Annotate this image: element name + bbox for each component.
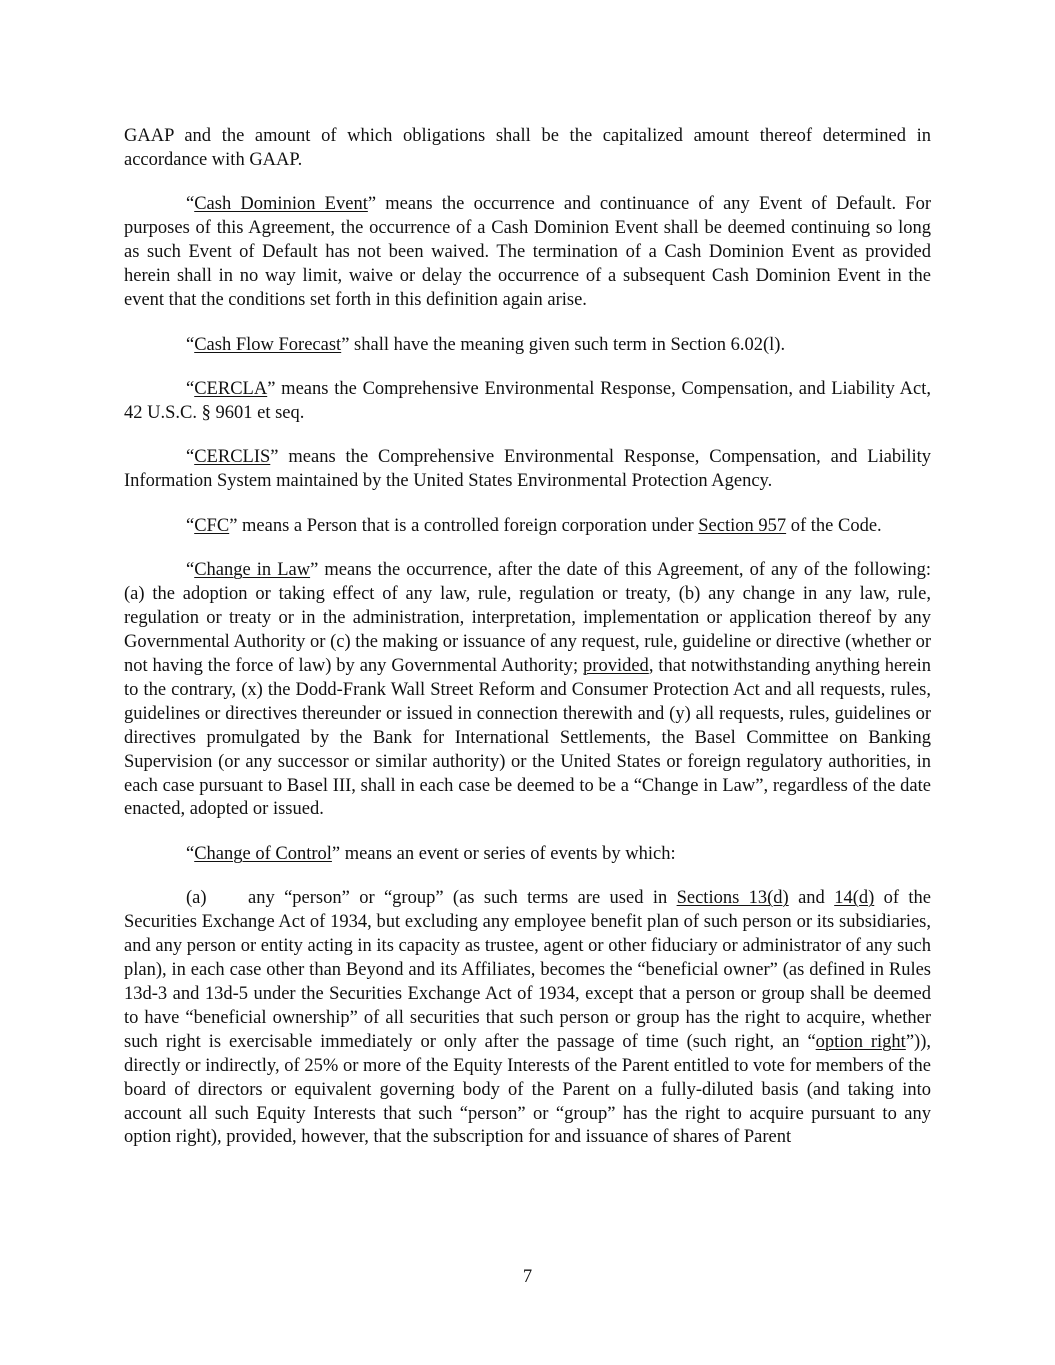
clause-a [124, 887, 931, 1150]
definition-text: means a Person that is a controlled foreign corporation under [237, 515, 699, 536]
paragraph-gaap-continuation: GAAP and the amount of which obligations shall be the capitalized amount thereof determined in accordance with GAAP. [124, 126, 931, 170]
definition-cercla: “CERCLA” means the Comprehensive Environmental Response, Compensation, and Liability Act, 42 U.S.C. § 9601 et seq. [124, 379, 931, 423]
definition-text: means an event or series of events by which: [340, 843, 676, 864]
definition-cfc: “CFC” means a Person that is a controlled foreign corporation under Section 957 of the Code. [186, 515, 882, 536]
definition-change-in-law: “Change in Law” means the occurrence, after the date of this Agreement, of any of the following: (a) the adoption or taking effect of any law, rule, regulation or treaty, (b) any change in any law, rule, regulation or treaty or in the administration, interpretation, implementation or application thereof by any Governmental Authority or (c) the making or issuance of any request, rule, guideline or directive (whether or not having the force of law) by any Governmental Authority; provided, that notwithstanding anything herein to the contrary, (x) the Dodd-Frank Wall Street Reform and Consumer Protection Act and all requests, rules, guidelines or directives thereunder or issued in connection therewith and (y) all requests, rules, guidelines or directives promulgated by the Bank for International Settlements, the Basel Committee on Banking Supervision (or any successor or similar authority) or the United States or foreign regulatory authorities, in each case pursuant to Basel III, shall in each case be deemed to be a “Change in Law”, regardless of the date enacted, adopted or issued. [124, 560, 931, 820]
definition-cash-dominion-event: “Cash Dominion Event” means the occurrence and continuance of any Event of Default. For purposes of this Agreement, the occurrence of a Cash Dominion Event shall be deemed continuing so long as such Event of Default has not been waived. The termination of a Cash Dominion Event as provided herein shall in no way limit, waive or delay the occurrence of a subsequent Cash Dominion Event in the event that the conditions set forth in this definition again arise. [124, 194, 931, 311]
clause-text: and [788, 888, 835, 909]
definition-text: means the occurrence and continuance of any Event of Default. For purposes of this Agreement, the occurrence of a Cash Dominion Event shall be deemed continuing so long as such Event of Default has not been waived. The termination of a Cash Dominion Event as provided herein shall in no way limit, waive or delay the occurrence of a subsequent Cash Dominion Event in the event that the conditions set forth in this definition again arise. [124, 194, 931, 311]
section-reference: Sections 13(d) [676, 888, 789, 909]
section-reference: Section 957 [698, 515, 787, 536]
defined-term: Change in Law [194, 560, 311, 581]
clause-text: of the Securities Exchange Act of 1934, but excluding any employee benefit plan of such person or its subsidiaries, and any person or entity acting in its capacity as trustee, agent or other fiduciary or administrator of any such plan), in each case other than Beyond and its Affiliates, becomes the “beneficial owner” (as defined in Rules 13d-3 and 13d-5 under the Securities Exchange Act of 1934, except that a person or group shall be deemed to have “beneficial ownership” of all securities that such person or group has the right to acquire, whether such right is exercisable immediately or only after the passage of time (such right, an “ [124, 888, 932, 1052]
section-reference: 14(d) [834, 888, 875, 909]
definition-text: of the Code. [786, 515, 882, 536]
definition-change-of-control: “Change of Control” means an event or series of events by which: [186, 843, 676, 864]
defined-term: Change of Control [194, 843, 332, 864]
defined-term: option right [815, 1031, 906, 1052]
definition-text: shall have the meaning given such term in Section 6.02(l). [349, 334, 786, 355]
clause-label: (a) [186, 888, 207, 909]
definition-text: means the Comprehensive Environmental Response, Compensation, and Liability Information System maintained by the United States Environmental Protection Agency. [124, 447, 931, 492]
definition-cerclis: “CERCLIS” means the Comprehensive Environmental Response, Compensation, and Liability Information System maintained by the United States Environmental Protection Agency. [124, 447, 931, 492]
defined-term: CERCLIS [194, 447, 271, 468]
clause-text: ”)), directly or indirectly, of 25% or more of the Equity Interests of the Parent entitled to vote for members of the board of directors or equivalent governing body of the Parent on a fully-diluted basis (and taking into account all such Equity Interests that such “person” or “group” has the right to acquire pursuant to any option right), provided, however, that the subscription for and issuance of shares of Parent [124, 1031, 931, 1148]
defined-term: Cash Flow Forecast [194, 334, 342, 355]
definition-text: , that notwithstanding anything herein to the contrary, (x) the Dodd-Frank Wall Street Reform and Consumer Protection Act and all requests, rules, guidelines or directives thereunder or issued in connection therewith and (y) all requests, rules, guidelines or directives promulgated by the Bank for International Settlements, the Basel Committee on Banking Supervision (or any successor or similar authority) or the United States or foreign regulatory authorities, in each case pursuant to Basel III, shall in each case be deemed to be a “Change in Law”, regardless of the date enacted, adopted or issued. [124, 655, 931, 820]
defined-term: Cash Dominion Event [194, 194, 368, 215]
definition-cash-flow-forecast: “Cash Flow Forecast” shall have the meaning given such term in Section 6.02(l). [186, 334, 786, 355]
definition-text: means the occurrence, after the date of this Agreement, of any of the following: (a) the adoption or taking effect of any law, rule, regulation or treaty, (b) any change in any law, rule, regulation or treaty or in the administration, interpretation, implementation or application thereof by any Governmental Authority or (c) the making or issuance of any request, rule, guideline or directive (whether or not having the force of law) by any Governmental Authority; [124, 560, 931, 676]
proviso-term: provided [583, 655, 649, 676]
definition-text: means the Comprehensive Environmental Response, Compensation, and Liability Act, 42 U.S.C. § 9601 et seq. [124, 379, 931, 423]
defined-term: CFC [194, 515, 230, 536]
clause-text: any “person” or “group” (as such terms are used in [248, 888, 677, 909]
page-number: 7 [522, 1267, 533, 1287]
document-body [124, 125, 931, 1171]
defined-term: CERCLA [194, 379, 268, 400]
